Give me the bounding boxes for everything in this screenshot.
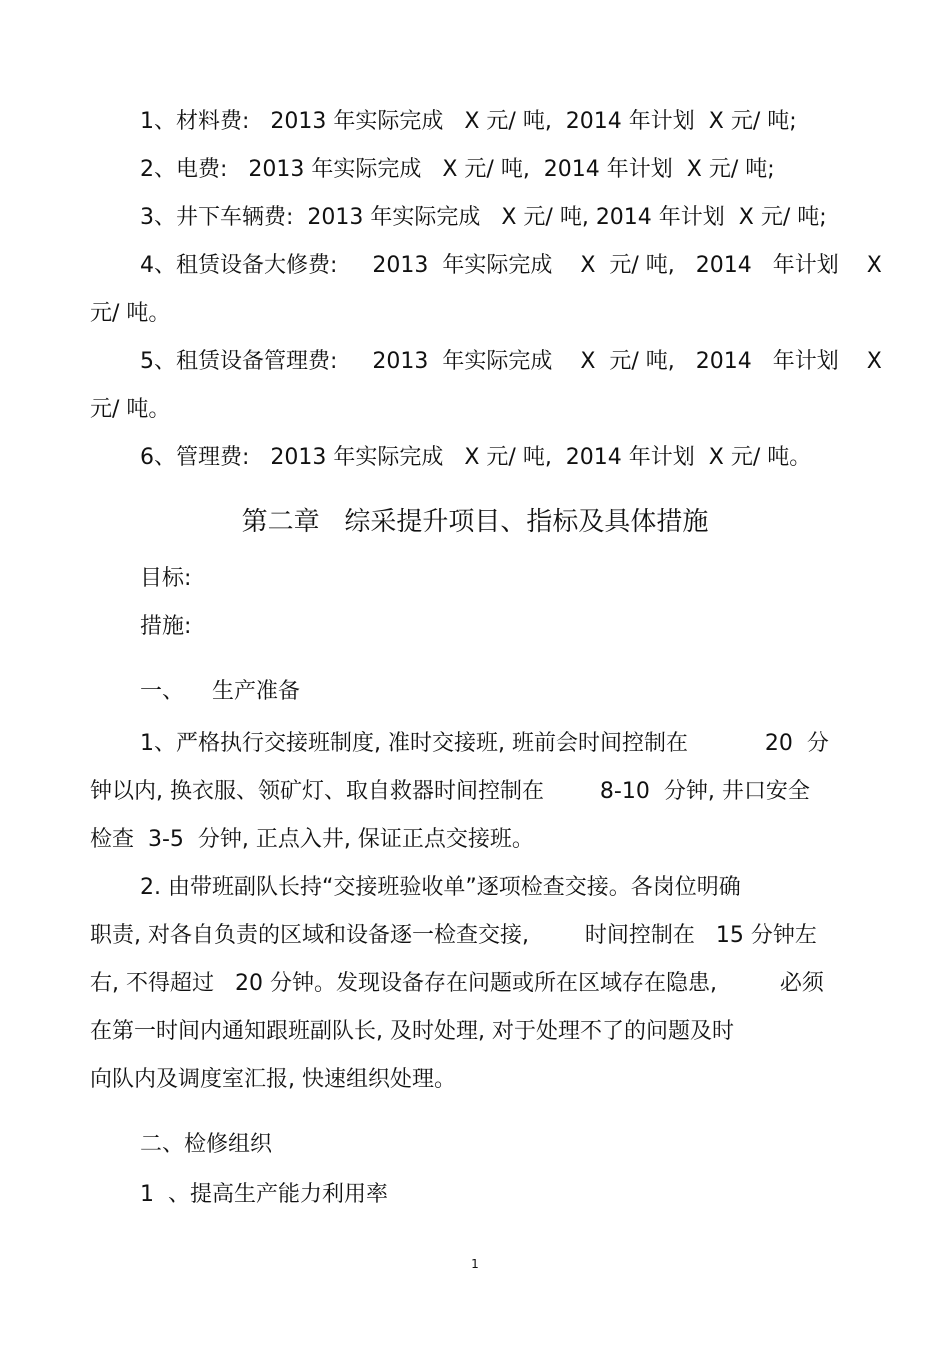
target-label: 目标: [140, 566, 192, 591]
cost-item-overhaul-cont: 元/ 吨。 [90, 301, 171, 326]
section1-item1-line3: 检查 3-5 分钟, 正点入井, 保证正点交接班。 [90, 827, 534, 852]
section1-item2-line5: 向队内及调度室汇报, 快速组织处理。 [90, 1067, 456, 1092]
cost-item-equipment-mgmt-cont: 元/ 吨。 [90, 397, 171, 422]
section1-item2-line2: 职责, 对各自负责的区域和设备逐一检查交接, 时间控制在 15 分钟左 [90, 923, 817, 948]
measures-label: 措施: [140, 614, 192, 639]
section2-item1: 1 、提高生产能力利用率 [140, 1182, 388, 1207]
cost-item-materials: 1、材料费: 2013 年实际完成 X 元/ 吨, 2014 年计划 X 元/ 吨; [140, 109, 797, 134]
section1-item2-line3: 右, 不得超过 20 分钟。发现设备存在问题或所在区域存在隐患, 必须 [90, 971, 824, 996]
section1-item2-line4: 在第一时间内通知跟班副队长, 及时处理, 对于处理不了的问题及时 [90, 1019, 734, 1044]
cost-item-electricity: 2、电费: 2013 年实际完成 X 元/ 吨, 2014 年计划 X 元/ 吨; [140, 157, 775, 182]
section2-title: 二、检修组织 [140, 1132, 273, 1157]
section1-item1-line2: 钟以内, 换衣服、领矿灯、取自救器时间控制在 8-10 分钟, 井口安全 [90, 779, 810, 804]
section1-item1-line1: 1、严格执行交接班制度, 准时交接班, 班前会时间控制在 20 分 [140, 731, 829, 756]
cost-item-equipment-mgmt: 5、租赁设备管理费: 2013 年实际完成 X 元/ 吨, 2014 年计划 X [140, 349, 882, 374]
cost-item-management: 6、管理费: 2013 年实际完成 X 元/ 吨, 2014 年计划 X 元/ 吨。 [140, 445, 812, 470]
section1-item2-line1: 2. 由带班副队长持“交接班验收单”逐项检查交接。各岗位明确 [140, 875, 741, 900]
chapter-title: 第二章 综采提升项目、指标及具体措施 [241, 507, 709, 537]
cost-item-vehicles: 3、井下车辆费: 2013 年实际完成 X 元/ 吨, 2014 年计划 X 元/ 吨; [140, 205, 827, 230]
page-number: 1 [471, 1257, 479, 1271]
section1-title: 一、 生产准备 [140, 679, 300, 704]
cost-item-overhaul: 4、租赁设备大修费: 2013 年实际完成 X 元/ 吨, 2014 年计划 X [140, 253, 882, 278]
